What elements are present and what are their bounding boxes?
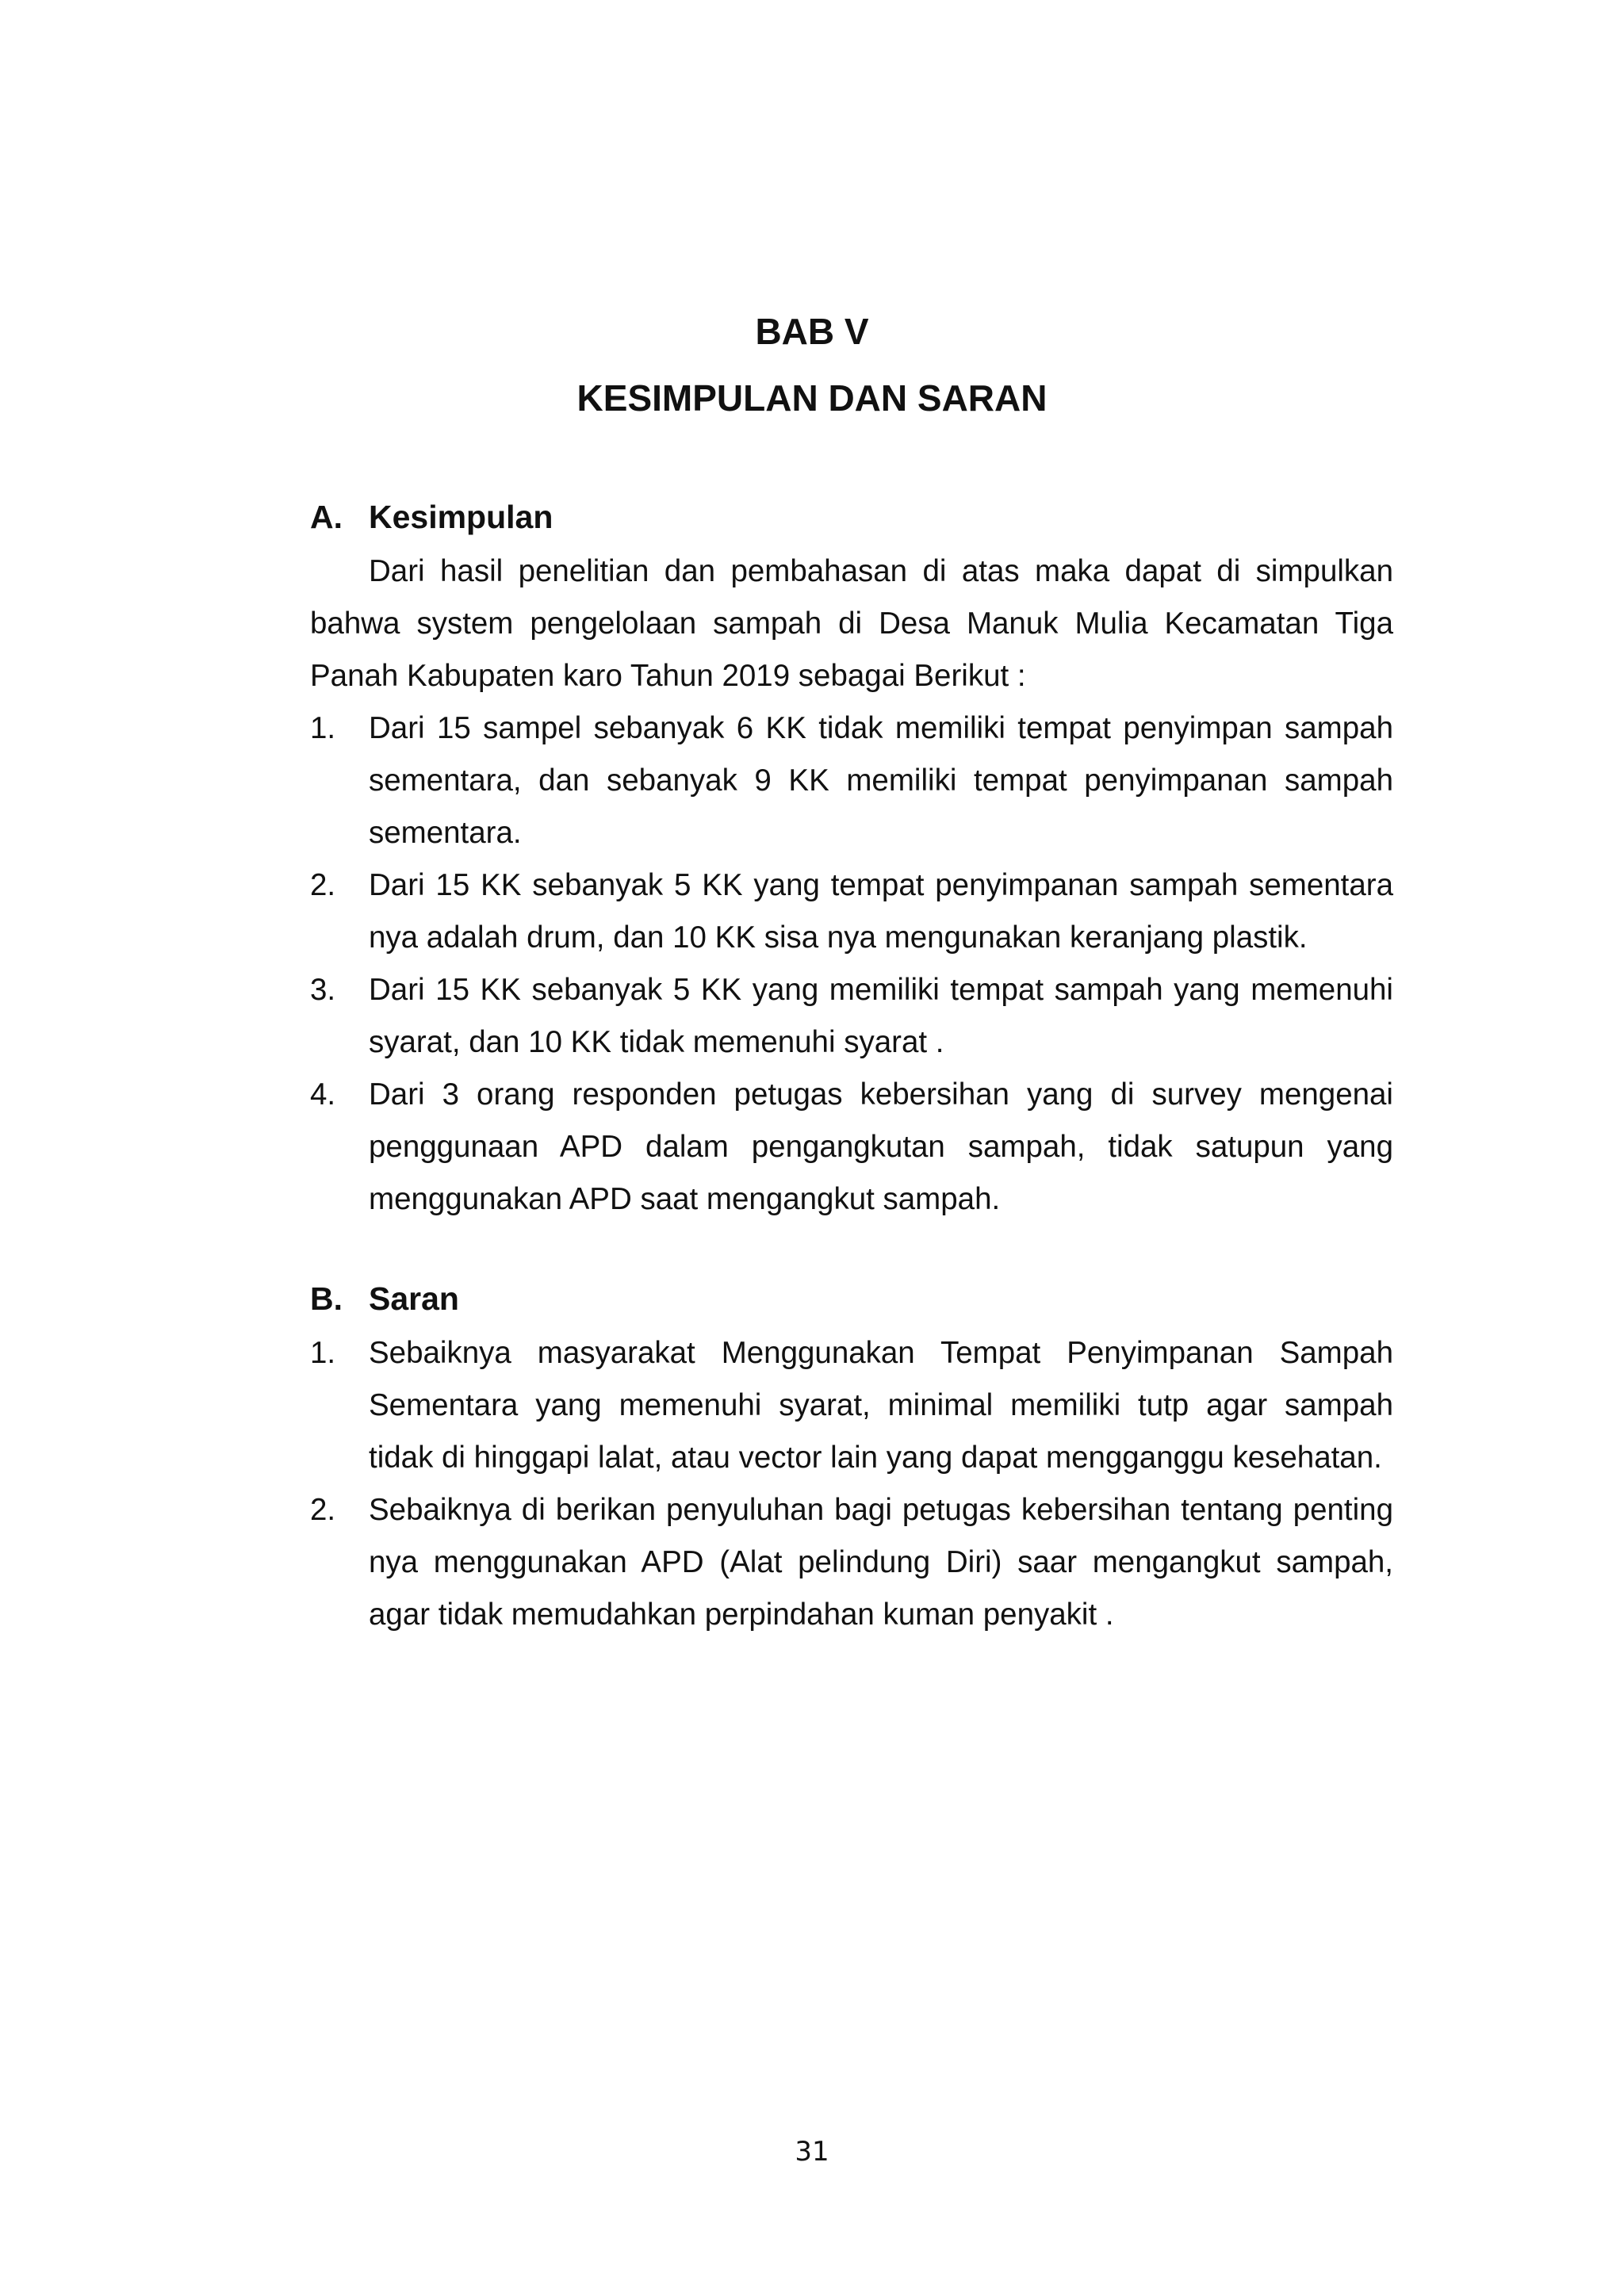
list-item-text: Dari 3 orang responden petugas kebersihan yang di survey mengenai penggunaan APD dalam pengangkutan sampah, tidak satupun yang menggunakan APD saat mengangkut sampah. — [369, 1077, 1393, 1216]
list-number: 3. — [310, 973, 336, 1007]
list-number: 2. — [310, 1493, 336, 1527]
kesimpulan-intro-paragraph: Dari hasil penelitian dan pembahasan di atas maka dapat di simpulkan bahwa system pengelolaan sampah di Desa Manuk Mulia Kecamatan Tiga Panah Kabupaten karo Tahun 2019 sebagai Berikut : — [310, 554, 1393, 693]
list-item — [310, 964, 1393, 1069]
section-letter: B. — [310, 1280, 343, 1317]
list-item-text: Dari 15 KK sebanyak 5 KK yang tempat penyimpanan sampah sementara nya adalah drum, dan 10 KK sisa nya mengunakan keranjang plastik. — [369, 868, 1393, 955]
page-number: 31 — [795, 2136, 829, 2168]
section-title: Kesimpulan — [369, 499, 553, 535]
list-item — [310, 1069, 1393, 1226]
list-number: 1. — [310, 1336, 336, 1370]
list-item — [310, 702, 1393, 859]
list-item-text: Dari 15 KK sebanyak 5 KK yang memiliki tempat sampah yang memenuhi syarat, dan 10 KK tidak memenuhi syarat . — [369, 973, 1393, 1059]
list-number: 2. — [310, 868, 336, 902]
list-item-text: Sebaiknya di berikan penyuluhan bagi petugas kebersihan tentang penting nya menggunakan APD (Alat pelindung Diri) saar mengangkut sampah, agar tidak memudahkan perpindahan kuman penyakit . — [369, 1493, 1393, 1632]
section-heading-saran — [310, 1275, 459, 1322]
section-heading-kesimpulan — [310, 493, 553, 541]
chapter-title: KESIMPULAN DAN SARAN — [576, 377, 1048, 419]
list-number: 1. — [310, 711, 336, 745]
list-item-text: Sebaiknya masyarakat Menggunakan Tempat Penyimpanan Sampah Sementara yang memenuhi syarat, minimal memiliki tutp agar sampah tidak di hinggapi lalat, atau vector lain yang dapat mengganggu kesehatan. — [369, 1336, 1393, 1475]
section-title: Saran — [369, 1280, 459, 1317]
list-item — [310, 1327, 1393, 1484]
kesimpulan-list — [310, 702, 1393, 1226]
chapter-number: BAB V — [755, 311, 869, 352]
list-number: 4. — [310, 1077, 336, 1112]
list-item — [310, 859, 1393, 964]
section-letter: A. — [310, 499, 343, 535]
list-item-text: Dari 15 sampel sebanyak 6 KK tidak memiliki tempat penyimpan sampah sementara, dan sebanyak 9 KK memiliki tempat penyimpanan sampah sementara. — [369, 711, 1393, 850]
list-item — [310, 1484, 1393, 1641]
saran-list — [310, 1327, 1393, 1641]
